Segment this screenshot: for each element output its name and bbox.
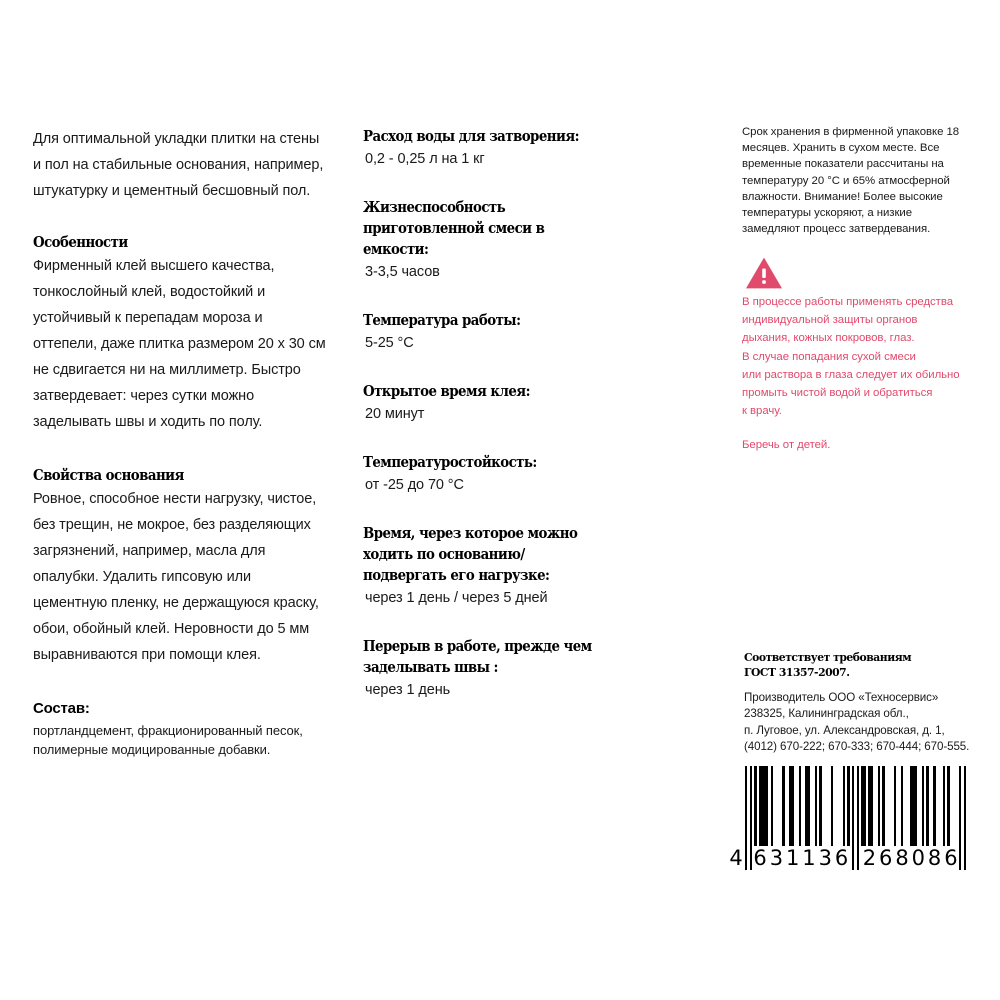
barcode-bar <box>882 766 884 846</box>
barcode-bar <box>868 766 873 846</box>
barcode-bar <box>799 766 801 846</box>
barcode-bar <box>847 766 849 846</box>
barcode-digit: 8 <box>895 846 909 870</box>
barcode-bar <box>894 766 896 846</box>
left-column <box>33 126 328 759</box>
section-composition-body: портландцемент, фракционированный песок, полимерные модицированные добавки. <box>33 723 303 757</box>
manufacturer-line: 238325, Калининградская обл., <box>744 707 909 721</box>
barcode-digit: 1 <box>802 846 816 870</box>
spec-value: через 1 день <box>365 682 451 698</box>
barcode-digit: 3 <box>818 846 832 870</box>
spacer <box>33 204 328 232</box>
warning-line: или раствора в глаза следует их обильно <box>742 368 960 381</box>
spec-label: Расход воды для затворения: <box>363 128 579 145</box>
barcode-digit: 8 <box>927 846 942 870</box>
spec-grouting-wait <box>363 636 633 702</box>
spec-value: 0,2 - 0,25 л на 1 кг <box>365 151 485 167</box>
spec-temperature-resistance <box>363 452 633 497</box>
safety-warning-text <box>742 293 972 455</box>
section-composition <box>33 698 328 759</box>
barcode-bar <box>861 766 866 846</box>
barcode-bar <box>922 766 924 846</box>
barcode-bar <box>943 766 945 846</box>
manufacturer-line: п. Луговое, ул. Александровская, д. 1, <box>744 723 945 737</box>
barcode-digit: 0 <box>911 846 925 870</box>
warning-line: к врачу. <box>742 405 782 418</box>
barcode-digit: 6 <box>834 846 849 870</box>
keep-away-from-children-text: Беречь от детей. <box>742 439 831 452</box>
section-substrate-heading: Свойства основания <box>33 467 184 484</box>
spec-value: от -25 до 70 °С <box>365 477 464 493</box>
barcode-bar <box>782 766 784 846</box>
barcode-digit: 3 <box>769 846 784 870</box>
spec-label: Жизнеспособность приготовленной смеси в емкости: <box>363 199 545 258</box>
spec-label: Перерыв в работе, прежде чем заделывать швы : <box>363 638 592 676</box>
warning-triangle-icon <box>745 256 783 290</box>
gost-line-2: ГОСТ 31357-2007. <box>744 665 850 679</box>
warning-line: дыхания, кожных покровов, глаз. <box>742 332 915 345</box>
barcode-bar <box>901 766 903 846</box>
spec-open-time <box>363 381 633 426</box>
barcode-ean13 <box>729 766 966 870</box>
barcode-digit: 4 <box>729 846 743 870</box>
barcode-bar <box>759 766 768 846</box>
barcode-bar <box>771 766 773 846</box>
spec-working-temperature <box>363 310 633 355</box>
barcode-bar <box>754 766 756 846</box>
barcode-digit: 1 <box>786 846 800 870</box>
spec-walkable-time <box>363 523 633 610</box>
gost-line-1: Соответствует требованиям <box>744 650 912 664</box>
section-features <box>33 232 328 435</box>
barcode-bar <box>926 766 928 846</box>
barcode-digit: 6 <box>753 846 767 870</box>
barcode-bar <box>831 766 833 846</box>
barcode-bar <box>819 766 821 846</box>
gost-compliance <box>744 650 974 680</box>
right-column <box>742 124 970 237</box>
barcode-digit: 2 <box>862 846 877 870</box>
lead-paragraph: Для оптимальной укладки плитки на стены и пол на стабильные основания, например, штукатурку и цементный бесшовный пол. <box>33 131 324 199</box>
section-features-heading: Особенности <box>33 234 128 251</box>
section-substrate-body: Ровное, способное нести нагрузку, чистое, без трещин, не мокрое, без разделяющих загрязнений, например, масла для опалубки. Удалить гипсовую или цементную пленку, не держащуюся краску, обои, обойный клей. Неровности до 5 мм выравниваются при помощи клея. <box>33 491 319 663</box>
spec-value: 20 минут <box>365 406 425 422</box>
spec-value: 3-3,5 часов <box>365 264 440 280</box>
warning-line: индивидуальной защиты органов <box>742 314 918 327</box>
barcode-bar <box>815 766 817 846</box>
spec-value: через 1 день / через 5 дней <box>365 590 548 606</box>
spec-label: Время, через которое можно ходить по основанию/ подвергать его нагрузке: <box>363 525 578 584</box>
warning-line: промыть чистой водой и обратиться <box>742 387 933 400</box>
warning-line: В случае попадания сухой смеси <box>742 350 916 363</box>
barcode-digit: 6 <box>879 846 893 870</box>
barcode-digits <box>729 846 976 870</box>
section-substrate <box>33 465 328 668</box>
spec-pot-life <box>363 197 633 284</box>
spec-label: Открытое время клея: <box>363 383 530 400</box>
spec-label: Температуростойкость: <box>363 454 537 471</box>
manufacturer-info <box>744 690 976 756</box>
barcode-bar <box>843 766 845 846</box>
barcode-bar <box>789 766 794 846</box>
barcode-bar <box>947 766 949 846</box>
spec-water-consumption <box>363 126 633 171</box>
spec-value: 5-25 °С <box>365 335 414 351</box>
section-features-body: Фирменный клей высшего качества, тонкослойный клей, водостойкий и устойчивый к перепадам мороза и оттепели, даже плитка размером 20 x 30 см не сдвигается ни на миллиметр. Быстро затвердевает: через сутки можно заделывать швы и ходить по полу. <box>33 258 326 430</box>
barcode-digit: 6 <box>944 846 958 870</box>
manufacturer-line: (4012) 670-222; 670-333; 670-444; 670-555. <box>744 740 970 754</box>
storage-info-text: Срок хранения в фирменной упаковке 18 месяцев. Хранить в сухом месте. Все временные показатели рассчитаны на температуру 20 °С и 65% атмосферной влажности. Внимание! Более высокие температуры ускоряют, а низкие замедляют процесс затвердевания. <box>742 126 960 236</box>
middle-column <box>363 126 633 702</box>
barcode-bar <box>878 766 880 846</box>
spacer <box>33 668 328 698</box>
barcode-bar <box>910 766 917 846</box>
barcode-bar <box>805 766 810 846</box>
warning-line: В процессе работы применять средства <box>742 296 954 308</box>
manufacturer-line: Производитель ООО «Техносервис» <box>744 691 939 704</box>
section-composition-heading: Состав: <box>33 700 90 717</box>
spec-label: Температура работы: <box>363 312 521 329</box>
barcode-bar <box>933 766 935 846</box>
spacer <box>33 435 328 465</box>
